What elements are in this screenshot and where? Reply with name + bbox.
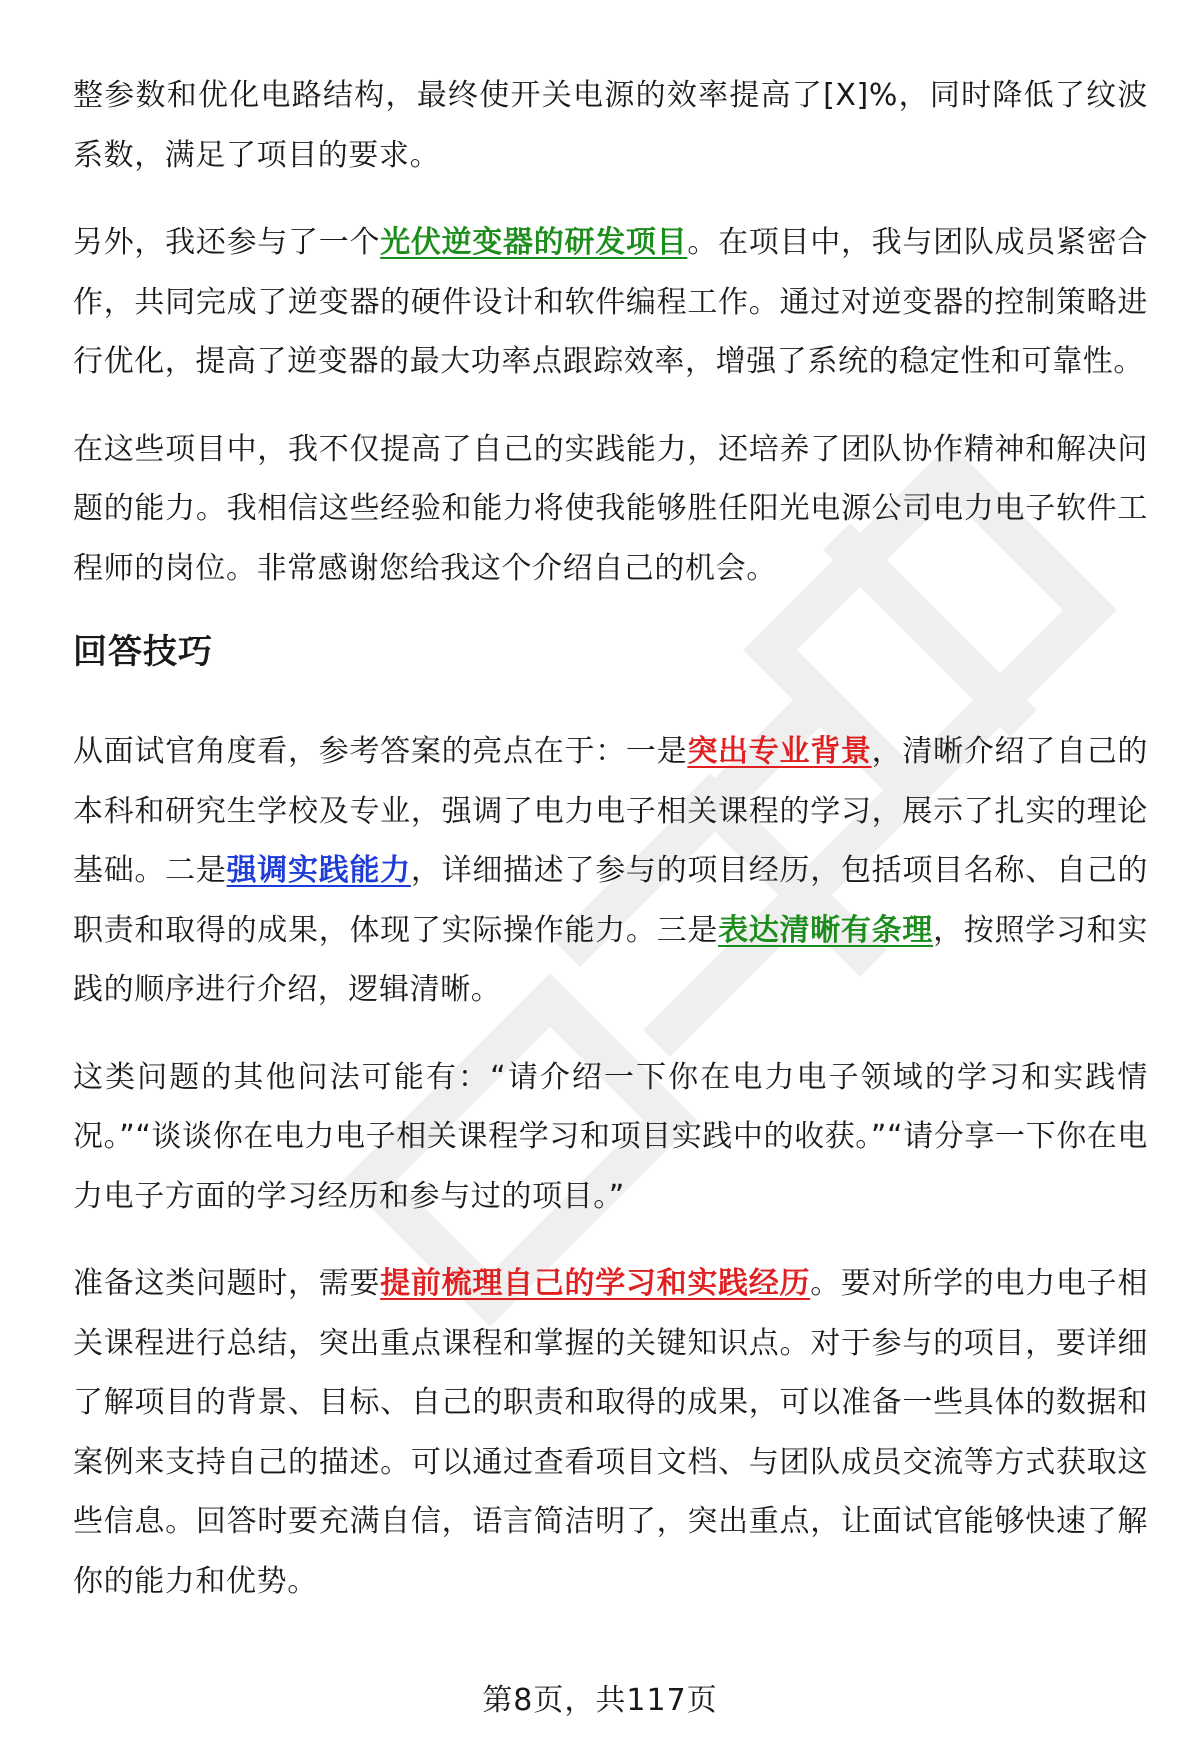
paragraph-conclusion xyxy=(73,420,1148,599)
paragraph-text: 。在项目中，我与团队成员紧密合作，共同完成了逆变器的硬件设计和软件编程工作。通过对逆变器的控制策略进行优化，提高了逆变器的最大功率点跟踪效率，增强了系统的稳定性和可靠性。 xyxy=(73,225,1149,379)
paragraph-text: 在这些项目中，我不仅提高了自己的实践能力，还培养了团队协作精神和解决问题的能力。我相信这些经验和能力将使我能够胜任阳光电源公司电力电子软件工程师的岗位。非常感谢您给我这个介绍自己的机会。 xyxy=(73,431,1148,586)
paragraph-efficiency xyxy=(73,66,1148,185)
highlight-professional-background: 突出专业背景 xyxy=(687,734,872,769)
paragraph-alternative-questions xyxy=(73,1048,1148,1227)
paragraph-pv-inverter xyxy=(73,213,1148,392)
document-page xyxy=(73,66,1148,1639)
paragraph-text: ，清晰介绍了自己的本科和研究生学校及专业，强调了电力电子相关课程的学习，展示了扎实的理论基础。二是 xyxy=(73,734,1148,888)
section-heading-answer-tips: 回答技巧 xyxy=(73,632,213,672)
highlight-review-experience: 提前梳理自己的学习和实践经历 xyxy=(380,1266,811,1301)
paragraph-text: 这类问题的其他问法可能有：“请介绍一下你在电力电子领域的学习和实践情况。”“谈谈你在电力电子相关课程学习和项目实践中的收获。”“请分享一下你在电力电子方面的学习经历和参与过的项目。” xyxy=(73,1059,1148,1214)
highlight-practical-ability: 强调实践能力 xyxy=(226,853,411,888)
paragraph-text: 整参数和优化电路结构，最终使开关电源的效率提高了[X]%，同时降低了纹波系数，满足了项目的要求。 xyxy=(73,78,1148,173)
paragraph-text: 准备这类问题时，需要 xyxy=(73,1266,381,1301)
paragraph-text: 另外，我还参与了一个 xyxy=(73,225,381,260)
highlight-pv-inverter-project: 光伏逆变器的研发项目 xyxy=(380,225,688,260)
paragraph-text: 从面试官角度看，参考答案的亮点在于：一是 xyxy=(73,734,688,769)
paragraph-text: ，详细描述了参与的项目经历，包括项目名称、自己的职责和取得的成果，体现了实际操作能力。三是 xyxy=(73,853,1149,948)
paragraph-preparation xyxy=(73,1254,1148,1611)
paragraph-highlights xyxy=(73,722,1148,1020)
page-number-footer: 第8页，共117页 xyxy=(482,1683,718,1718)
paragraph-text: ，按照学习和实践的顺序进行介绍，逻辑清晰。 xyxy=(73,912,1148,1007)
paragraph-text: 。要对所学的电力电子相关课程进行总结，突出重点课程和掌握的关键知识点。对于参与的项目，要详细了解项目的背景、目标、自己的职责和取得的成果，可以准备一些具体的数据和案例来支持自己的描述。可以通过查看项目文档、与团队成员交流等方式获取这些信息。回答时要充满自信，语言简洁明了，突出重点，让面试官能够快速了解你的能力和优势。 xyxy=(73,1266,1148,1599)
highlight-clear-expression: 表达清晰有条理 xyxy=(718,912,934,948)
